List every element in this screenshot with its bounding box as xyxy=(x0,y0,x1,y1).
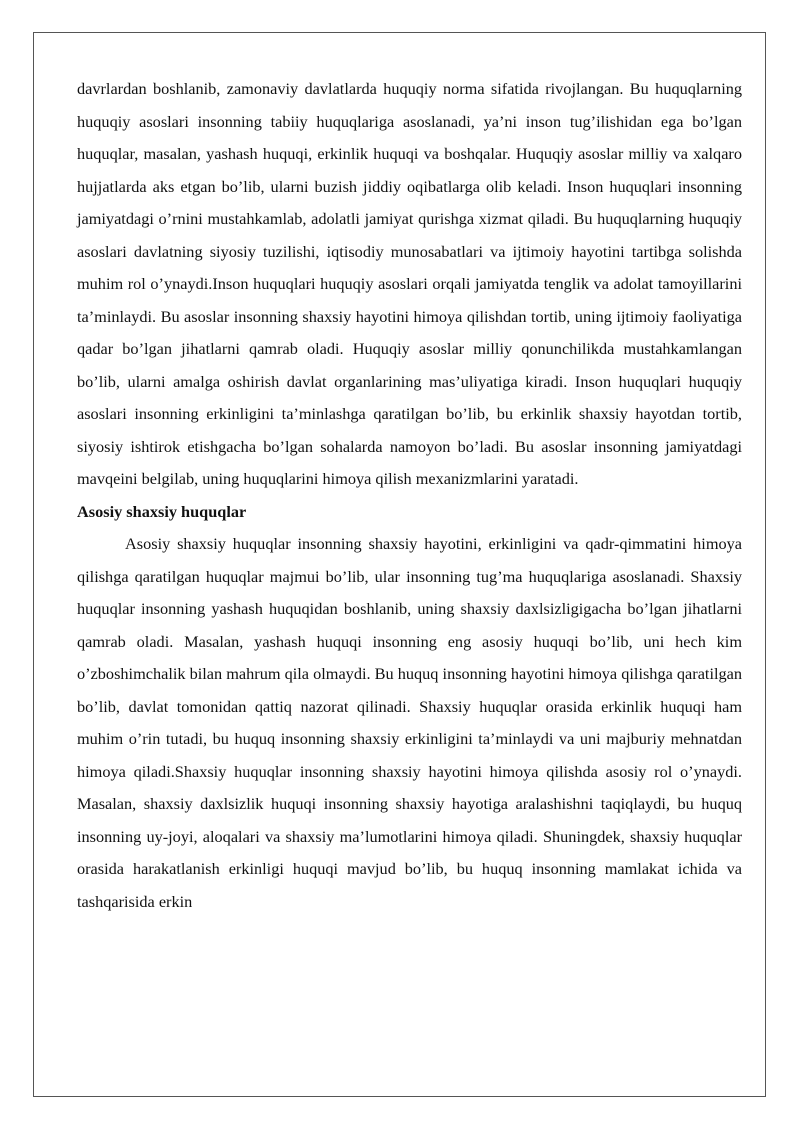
document-body xyxy=(77,73,742,918)
paragraph-1: davrlardan boshlanib, zamonaviy davlatlarda huquqiy norma sifatida rivojlangan. Bu huquqlarning huquqiy asoslari insonning tabiiy huquqlariga asoslanadi, ya’ni inson tug’ilishidan ega bo’lgan huquqlar, masalan, yashash huquqi, erkinlik huquqi va boshqalar. Huquqiy asoslar milliy va xalqaro hujjatlarda aks etgan bo’lib, ularni buzish jiddiy oqibatlarga olib keladi. Inson huquqlari insonning jamiyatdagi o’rnini mustahkamlab, adolatli jamiyat qurishga xizmat qiladi. Bu huquqlarning huquqiy asoslari davlatning siyosiy tuzilishi, iqtisodiy munosabatlari va ijtimoiy hayotini tartibga solishda muhim rol o’ynaydi.Inson huquqlari huquqiy asoslari orqali jamiyatda tenglik va adolat tamoyillarini ta’minlaydi. Bu asoslar insonning shaxsiy hayotini himoya qilishdan tortib, uning ijtimoiy faoliyatiga qadar bo’lgan jihatlarni qamrab oladi. Huquqiy asoslar milliy qonunchilikda mustahkamlangan bo’lib, ularni amalga oshirish davlat organlarining mas’uliyatiga kiradi. Inson huquqlari huquqiy asoslari insonning erkinligini ta’minlashga qaratilgan bo’lib, bu erkinlik shaxsiy hayotdan tortib, siyosiy ishtirok etishgacha bo’lgan sohalarda namoyon bo’ladi. Bu asoslar insonning jamiyatdagi mavqeini belgilab, uning huquqlarini himoya qilish mexanizmlarini yaratadi. xyxy=(77,79,742,488)
paragraph-2: Asosiy shaxsiy huquqlar insonning shaxsiy hayotini, erkinligini va qadr-qimmatini himoya qilishga qaratilgan huquqlar majmui bo’lib, ular insonning tug’ma huquqlariga asoslanadi. Shaxsiy huquqlar insonning yashash huquqidan boshlanib, uning shaxsiy daxlsizligigacha bo’lgan jihatlarni qamrab oladi. Masalan, yashash huquqi insonning eng asosiy huquqi bo’lib, uni hech kim o’zboshimchalik bilan mahrum qila olmaydi. Bu huquq insonning hayotini himoya qilishga qaratilgan bo’lib, davlat tomonidan qattiq nazorat qilinadi. Shaxsiy huquqlar orasida erkinlik huquqi ham muhim o’rin tutadi, bu huquq insonning shaxsiy erkinligini ta’minlaydi va uni majburiy mehnatdan himoya qiladi.Shaxsiy huquqlar insonning shaxsiy hayotini himoya qilishda asosiy rol o’ynaydi. Masalan, shaxsiy daxlsizlik huquqi insonning shaxsiy hayotiga aralashishni taqiqlaydi, bu huquq insonning uy-joyi, aloqalari va shaxsiy ma’lumotlarini himoya qiladi. Shuningdek, shaxsiy huquqlar orasida harakatlanish erkinligi huquqi mavjud bo’lib, bu huquq insonning mamlakat ichida va tashqarisida erkin xyxy=(77,534,742,911)
section-heading: Asosiy shaxsiy huquqlar xyxy=(77,501,247,521)
